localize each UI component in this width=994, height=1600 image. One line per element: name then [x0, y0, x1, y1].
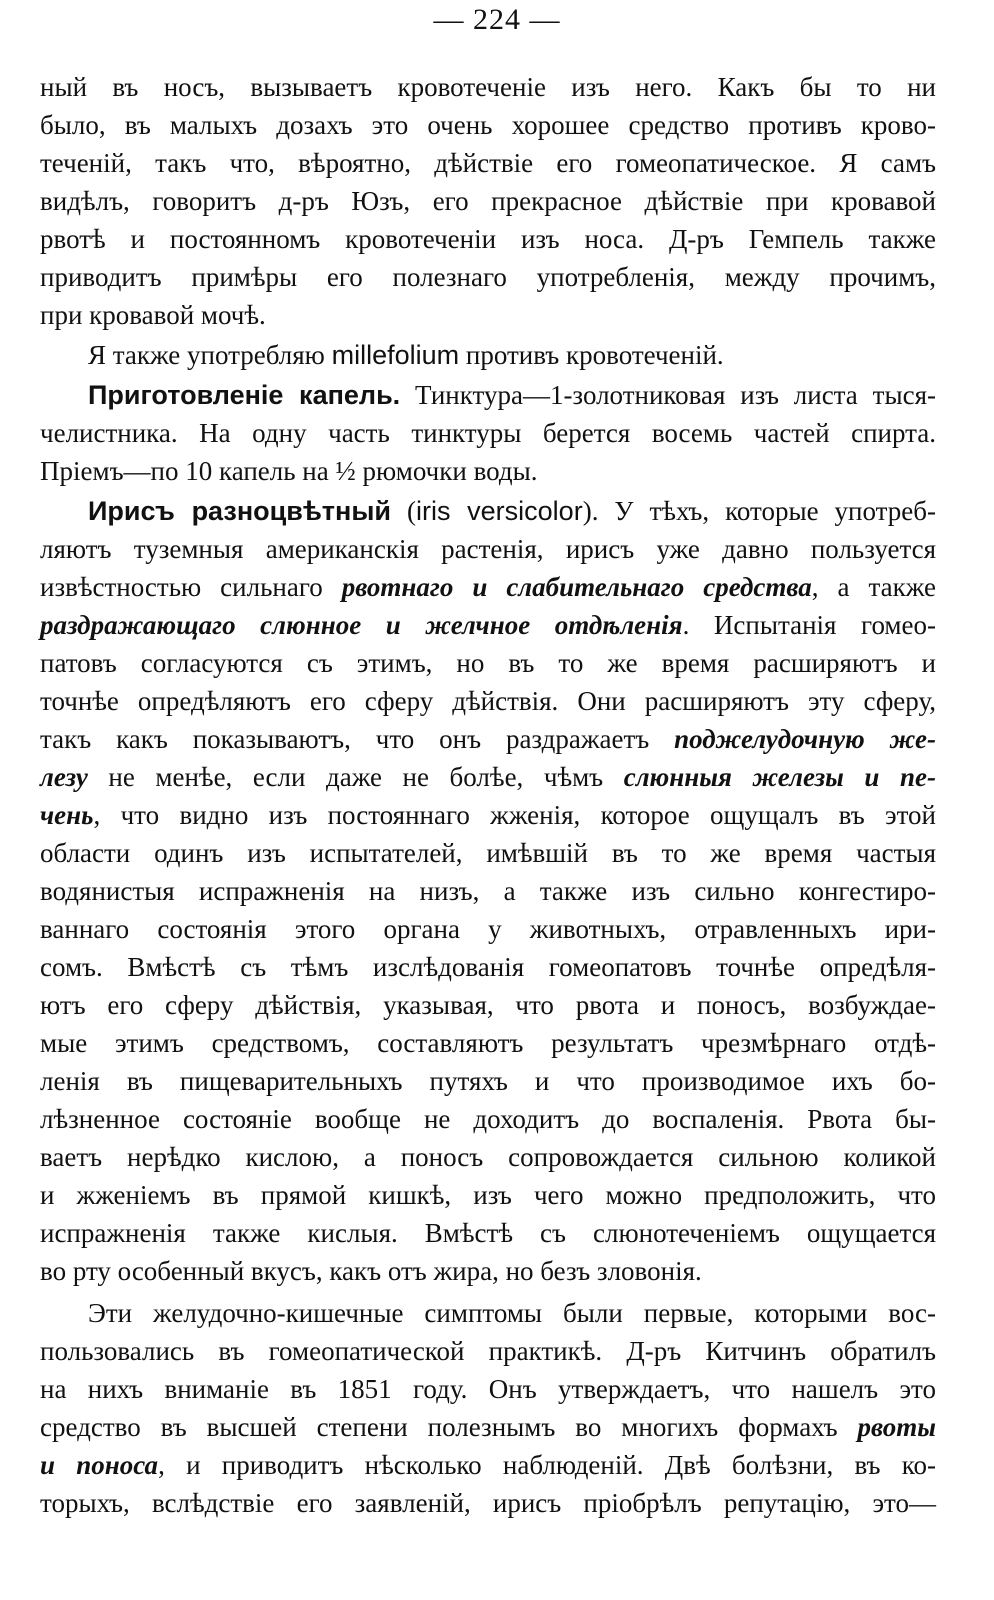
text-segment: извѣстностью сильнаго — [40, 572, 342, 602]
text-segment: противъ кровотеченій. — [459, 340, 724, 370]
text-segment: Тинктура—1-золотниковая изъ листа тыся- — [400, 380, 936, 410]
it-text: раздражающаго слюнное и желчное отдѣленія — [40, 610, 683, 640]
text-line — [40, 606, 936, 644]
text-line — [40, 1252, 936, 1290]
text-segment: во рту особенный вкусъ, какъ отъ жира, но безъ зловонія. — [40, 1256, 702, 1286]
it-text: поджелудочную же- — [674, 724, 936, 754]
it-text: рвоты — [857, 1412, 936, 1442]
sans-text: Приготовленіе капель. — [88, 380, 401, 410]
text-segment: ный въ носъ, вызываетъ кровотеченіе изъ него. Какъ бы то ни — [40, 72, 936, 102]
text-line — [40, 1138, 936, 1176]
text-line — [40, 414, 936, 452]
text-line — [40, 872, 936, 910]
text-line — [40, 258, 936, 296]
text-segment: ленія въ пищеварительныхъ путяхъ и что производимое ихъ бо- — [40, 1066, 936, 1096]
text-line — [40, 1062, 936, 1100]
text-line — [88, 336, 936, 374]
text-line — [88, 376, 936, 414]
text-segment: ( — [390, 496, 416, 526]
text-line — [40, 68, 936, 106]
text-line — [40, 452, 936, 490]
text-segment: и жженіемъ въ прямой кишкѣ, изъ чего можно предположить, что — [40, 1180, 936, 1210]
text-segment: мые этимъ средствомъ, составляютъ результатъ чрезмѣрнаго отдѣ- — [40, 1028, 936, 1058]
it-text: и поноса — [40, 1450, 159, 1480]
text-line — [88, 492, 936, 530]
text-line — [40, 144, 936, 182]
text-segment: ваетъ нерѣдко кислою, а поносъ сопровождается сильною коликой — [40, 1142, 936, 1172]
text-segment: было, въ малыхъ дозахъ это очень хорошее средство противъ крово- — [40, 110, 936, 140]
text-line — [40, 910, 936, 948]
text-line — [40, 1332, 936, 1370]
text-line — [40, 758, 936, 796]
text-segment: , и приводитъ нѣсколько наблюденій. Двѣ болѣзни, въ ко- — [158, 1450, 936, 1480]
text-segment: не менѣе, если даже не болѣе, чѣмъ — [87, 762, 624, 792]
text-segment: Эти желудочно-кишечные симптомы были первые, которыми вос- — [88, 1298, 936, 1328]
text-line — [40, 1214, 936, 1252]
text-segment: , а также — [811, 572, 936, 602]
text-line — [40, 1484, 936, 1522]
text-segment: ляютъ туземныя американскія растенія, ирисъ уже давно пользуется — [40, 534, 936, 564]
text-line — [40, 220, 936, 258]
text-line — [40, 1100, 936, 1138]
text-line — [40, 682, 936, 720]
text-segment: средство въ высшей степени полезнымъ во многихъ формахъ — [40, 1412, 858, 1442]
text-segment: ). У тѣхъ, которые употреб- — [582, 496, 936, 526]
text-segment: , что видно изъ постояннаго жженія, которое ощущалъ въ этой — [93, 800, 936, 830]
it-text: чень — [40, 800, 94, 830]
text-segment: пользовались въ гомеопатической практикѣ. Д-ръ Китчинъ обратилъ — [40, 1336, 936, 1366]
text-segment: челистника. На одну часть тинктуры берется восемь частей спирта. — [40, 418, 936, 448]
text-line — [40, 1446, 936, 1484]
text-line — [40, 948, 936, 986]
latin-text: millefolium — [331, 340, 460, 370]
text-line — [40, 1408, 936, 1446]
text-segment: ютъ его сферу дѣйствія, указывая, что рвота и поносъ, возбуждае- — [40, 990, 936, 1020]
text-segment: на нихъ вниманіе въ 1851 году. Онъ утверждаетъ, что нашелъ это — [40, 1374, 936, 1404]
text-segment: области одинъ изъ испытателей, имѣвшій въ то же время частыя — [40, 838, 936, 868]
sans-text: Ирисъ разноцвѣтный — [88, 496, 391, 526]
text-line — [40, 796, 936, 834]
text-line — [40, 106, 936, 144]
text-segment: водянистыя испражненія на низъ, а также изъ сильно конгестиро- — [40, 876, 936, 906]
text-segment: испражненія также кислыя. Вмѣстѣ съ слюнотеченіемъ ощущается — [40, 1218, 936, 1248]
text-line — [88, 1294, 936, 1332]
text-segment: при кровавой мочѣ. — [40, 300, 266, 330]
text-line — [40, 834, 936, 872]
text-segment: видѣлъ, говоритъ д-ръ Юзъ, его прекрасное дѣйствіе при кровавой — [40, 186, 936, 216]
text-segment: теченій, такъ что, вѣроятно, дѣйствіе его гомеопатическое. Я самъ — [40, 148, 936, 178]
text-line — [40, 986, 936, 1024]
text-segment: торыхъ, вслѣдствіе его заявленій, ирисъ пріобрѣлъ репутацію, это— — [40, 1488, 936, 1518]
text-segment: ваннаго состоянія этого органа у животныхъ, отравленныхъ ири- — [40, 914, 936, 944]
text-line — [40, 1176, 936, 1214]
text-line — [40, 1024, 936, 1062]
text-line — [40, 530, 936, 568]
text-line — [40, 568, 936, 606]
text-segment: патовъ согласуются съ этимъ, но въ то же время расширяютъ и — [40, 648, 936, 678]
text-segment: Я также употребляю — [88, 340, 332, 370]
it-text: рвотнаго и слабительнаго средства — [341, 572, 812, 602]
page-number: — 224 — — [433, 3, 561, 36]
text-segment: приводитъ примѣры его полезнаго употребленія, между прочимъ, — [40, 262, 936, 292]
text-segment: лѣзненное состояніе вообще не доходитъ до воспаленія. Рвота бы- — [40, 1104, 936, 1134]
text-line — [40, 644, 936, 682]
latin-text: iris versicolor — [415, 496, 583, 526]
text-segment: рвотѣ и постоянномъ кровотеченіи изъ носа. Д-ръ Гемпель также — [40, 224, 936, 254]
text-segment: Пріемъ—по 10 капель на ½ рюмочки воды. — [40, 456, 538, 486]
it-text: лезу — [40, 762, 88, 792]
text-line — [40, 720, 936, 758]
text-line — [40, 182, 936, 220]
text-segment: точнѣе опредѣляютъ его сферу дѣйствія. Они расширяютъ эту сферу, — [40, 686, 936, 716]
text-line — [40, 1370, 936, 1408]
text-segment: сомъ. Вмѣстѣ съ тѣмъ изслѣдованія гомеопатовъ точнѣе опредѣля- — [40, 952, 936, 982]
text-segment: . Испытанія гомео- — [682, 610, 936, 640]
text-segment: такъ какъ показываютъ, что онъ раздражаетъ — [40, 724, 675, 754]
it-text: слюнныя железы и пе- — [623, 762, 936, 792]
text-line — [40, 296, 936, 334]
